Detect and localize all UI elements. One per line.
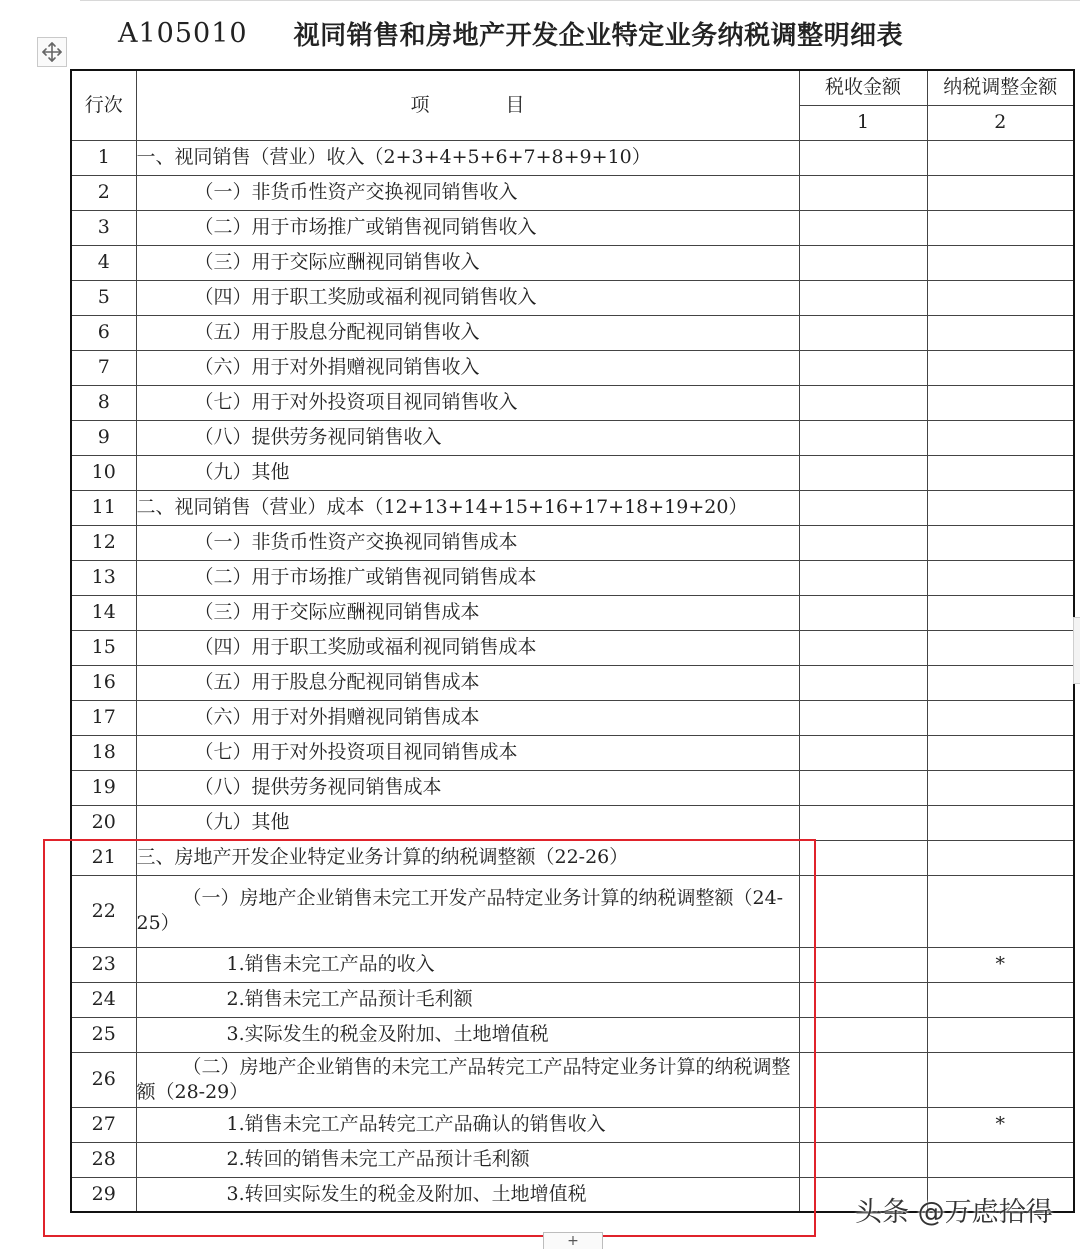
table-row (71, 560, 1074, 595)
tax-amount-cell[interactable] (799, 455, 927, 490)
item-cell: （三）用于交际应酬视同销售成本 (136, 595, 799, 630)
tax-amount-cell[interactable] (799, 210, 927, 245)
adjustment-amount-cell[interactable] (927, 245, 1074, 280)
row-number-cell: 26 (71, 1052, 136, 1107)
row-number-cell: 6 (71, 315, 136, 350)
row-number-cell: 15 (71, 630, 136, 665)
tax-amount-cell[interactable] (799, 140, 927, 175)
adjustment-amount-cell[interactable] (927, 140, 1074, 175)
tax-amount-cell[interactable] (799, 947, 927, 982)
item-cell: 一、视同销售（营业）收入（2+3+4+5+6+7+8+9+10） (136, 140, 799, 175)
item-cell: 1.销售未完工产品转完工产品确认的销售收入 (136, 1107, 799, 1142)
adjustment-amount-cell[interactable] (927, 1052, 1074, 1107)
tax-amount-cell[interactable] (799, 1142, 927, 1177)
item-text: （二）房地产企业销售的未完工产品转完工产品特定业务计算的纳税调整额（28-29） (136, 1055, 791, 1103)
tax-amount-cell[interactable] (799, 875, 927, 947)
adjustment-amount-cell[interactable] (927, 735, 1074, 770)
adjustment-amount-cell[interactable] (927, 525, 1074, 560)
table-row (71, 700, 1074, 735)
adjustment-detail-table (70, 69, 1075, 1213)
row-number-cell: 3 (71, 210, 136, 245)
adjustment-amount-cell[interactable] (927, 630, 1074, 665)
item-cell: 2.转回的销售未完工产品预计毛利额 (136, 1142, 799, 1177)
table-row (71, 245, 1074, 280)
add-row-button[interactable]: + (543, 1232, 603, 1249)
item-cell: （七）用于对外投资项目视同销售收入 (136, 385, 799, 420)
tax-amount-cell[interactable] (799, 525, 927, 560)
tax-amount-cell[interactable] (799, 735, 927, 770)
item-cell: （九）其他 (136, 805, 799, 840)
table-row (71, 140, 1074, 175)
table-row (71, 805, 1074, 840)
item-cell (136, 875, 799, 947)
adjustment-amount-cell[interactable] (927, 420, 1074, 455)
item-cell: 二、视同销售（营业）成本（12+13+14+15+16+17+18+19+20） (136, 490, 799, 525)
header-col-number-2: 2 (927, 105, 1074, 140)
item-text: （一）房地产企业销售未完工开发产品特定业务计算的纳税调整额（24-25） (136, 887, 784, 934)
item-cell: （二）用于市场推广或销售视同销售成本 (136, 560, 799, 595)
row-number-cell: 4 (71, 245, 136, 280)
tax-amount-cell[interactable] (799, 982, 927, 1017)
row-number-cell: 19 (71, 770, 136, 805)
table-row (71, 630, 1074, 665)
adjustment-amount-cell[interactable] (927, 210, 1074, 245)
item-cell: 3.实际发生的税金及附加、土地增值税 (136, 1017, 799, 1052)
item-cell: （一）非货币性资产交换视同销售成本 (136, 525, 799, 560)
adjustment-amount-cell[interactable] (927, 665, 1074, 700)
adjustment-amount-cell[interactable] (927, 385, 1074, 420)
item-cell: 2.销售未完工产品预计毛利额 (136, 982, 799, 1017)
row-number-cell: 22 (71, 875, 136, 947)
row-number-cell: 21 (71, 840, 136, 875)
row-number-cell: 14 (71, 595, 136, 630)
row-number-cell: 1 (71, 140, 136, 175)
item-cell: （八）提供劳务视同销售收入 (136, 420, 799, 455)
table-row (71, 315, 1074, 350)
item-cell: 三、房地产开发企业特定业务计算的纳税调整额（22-26） (136, 840, 799, 875)
header-adjustment-amount: 纳税调整金额 (927, 70, 1074, 105)
table-row (71, 665, 1074, 700)
tax-amount-cell[interactable] (799, 595, 927, 630)
header-row-number: 行次 (71, 70, 136, 140)
row-number-cell: 25 (71, 1017, 136, 1052)
watermark: 头条 @万虑拾得 (855, 1197, 1053, 1228)
row-number-cell: 28 (71, 1142, 136, 1177)
adjustment-amount-cell[interactable] (927, 455, 1074, 490)
table-row (71, 385, 1074, 420)
adjustment-amount-cell[interactable] (927, 560, 1074, 595)
adjustment-amount-cell[interactable] (927, 770, 1074, 805)
table-row (71, 1017, 1074, 1052)
table-row (71, 982, 1074, 1017)
row-number-cell: 27 (71, 1107, 136, 1142)
tax-amount-cell[interactable] (799, 700, 927, 735)
table-row (71, 455, 1074, 490)
tax-amount-cell[interactable] (799, 1017, 927, 1052)
tax-amount-cell[interactable] (799, 770, 927, 805)
table-move-handle[interactable] (37, 37, 67, 67)
table-row (71, 420, 1074, 455)
table-row (71, 1052, 1074, 1107)
table-row (71, 490, 1074, 525)
item-cell: （五）用于股息分配视同销售成本 (136, 665, 799, 700)
row-number-cell: 7 (71, 350, 136, 385)
table-row (71, 1142, 1074, 1177)
move-arrows-icon (40, 40, 64, 64)
row-number-cell: 13 (71, 560, 136, 595)
table-row (71, 350, 1074, 385)
table-row (71, 210, 1074, 245)
row-number-cell: 18 (71, 735, 136, 770)
adjustment-amount-cell[interactable] (927, 280, 1074, 315)
item-cell: （四）用于职工奖励或福利视同销售成本 (136, 630, 799, 665)
item-cell (136, 1052, 799, 1107)
header-col-number-1: 1 (799, 105, 927, 140)
tax-amount-cell[interactable] (799, 245, 927, 280)
row-number-cell: 8 (71, 385, 136, 420)
row-number-cell: 11 (71, 490, 136, 525)
row-number-cell: 16 (71, 665, 136, 700)
table-row (71, 525, 1074, 560)
tax-amount-cell[interactable] (799, 560, 927, 595)
tax-amount-cell[interactable] (799, 315, 927, 350)
item-cell: （七）用于对外投资项目视同销售成本 (136, 735, 799, 770)
tax-amount-cell[interactable] (799, 805, 927, 840)
table-row (71, 770, 1074, 805)
tax-amount-cell[interactable] (799, 840, 927, 875)
row-number-cell: 2 (71, 175, 136, 210)
adjustment-amount-cell[interactable] (927, 1142, 1074, 1177)
row-number-cell: 9 (71, 420, 136, 455)
adjustment-amount-cell[interactable] (927, 840, 1074, 875)
row-number-cell: 10 (71, 455, 136, 490)
adjustment-amount-cell[interactable] (927, 700, 1074, 735)
table-row (71, 735, 1074, 770)
item-cell: （六）用于对外捐赠视同销售成本 (136, 700, 799, 735)
item-cell: 1.销售未完工产品的收入 (136, 947, 799, 982)
adjustment-amount-cell[interactable] (927, 982, 1074, 1017)
row-number-cell: 23 (71, 947, 136, 982)
adjustment-amount-cell[interactable] (927, 490, 1074, 525)
adjustment-amount-cell[interactable] (927, 315, 1074, 350)
row-number-cell: 5 (71, 280, 136, 315)
document-title (118, 12, 903, 54)
table-row (71, 280, 1074, 315)
form-title: 视同销售和房地产开发企业特定业务纳税调整明细表 (293, 20, 904, 51)
table-row (71, 875, 1074, 947)
tax-amount-cell[interactable] (799, 630, 927, 665)
row-number-cell: 12 (71, 525, 136, 560)
table-row (71, 595, 1074, 630)
tax-amount-cell[interactable] (799, 665, 927, 700)
row-number-cell: 24 (71, 982, 136, 1017)
scroll-side-tab[interactable] (1073, 617, 1080, 684)
tax-amount-cell[interactable] (799, 350, 927, 385)
item-cell: （三）用于交际应酬视同销售收入 (136, 245, 799, 280)
adjustment-amount-cell[interactable] (927, 875, 1074, 947)
item-cell: （九）其他 (136, 455, 799, 490)
table-row (71, 1107, 1074, 1142)
table-row (71, 947, 1074, 982)
item-cell: （一）非货币性资产交换视同销售收入 (136, 175, 799, 210)
adjustment-amount-cell[interactable] (927, 805, 1074, 840)
adjustment-amount-cell[interactable]: * (927, 1107, 1074, 1142)
tax-amount-cell[interactable] (799, 1107, 927, 1142)
table-row (71, 840, 1074, 875)
adjustment-amount-cell[interactable] (927, 350, 1074, 385)
adjustment-amount-cell[interactable] (927, 595, 1074, 630)
page-top-edge (80, 0, 1080, 7)
tax-amount-cell[interactable] (799, 1052, 927, 1107)
item-cell: （八）提供劳务视同销售成本 (136, 770, 799, 805)
form-code: A105010 (118, 17, 248, 49)
item-cell: （四）用于职工奖励或福利视同销售收入 (136, 280, 799, 315)
header-item: 项 目 (136, 70, 799, 140)
header-tax-amount: 税收金额 (799, 70, 927, 105)
row-number-cell: 20 (71, 805, 136, 840)
item-cell: （六）用于对外捐赠视同销售收入 (136, 350, 799, 385)
adjustment-amount-cell[interactable] (927, 175, 1074, 210)
item-cell: 3.转回实际发生的税金及附加、土地增值税 (136, 1177, 799, 1212)
table-row (71, 175, 1074, 210)
tax-amount-cell[interactable] (799, 385, 927, 420)
row-number-cell: 17 (71, 700, 136, 735)
tax-amount-cell[interactable] (799, 175, 927, 210)
item-cell: （二）用于市场推广或销售视同销售收入 (136, 210, 799, 245)
adjustment-amount-cell[interactable] (927, 1017, 1074, 1052)
tax-amount-cell[interactable] (799, 420, 927, 455)
tax-amount-cell[interactable] (799, 490, 927, 525)
adjustment-amount-cell[interactable]: * (927, 947, 1074, 982)
row-number-cell: 29 (71, 1177, 136, 1212)
item-cell: （五）用于股息分配视同销售收入 (136, 315, 799, 350)
tax-amount-cell[interactable] (799, 280, 927, 315)
